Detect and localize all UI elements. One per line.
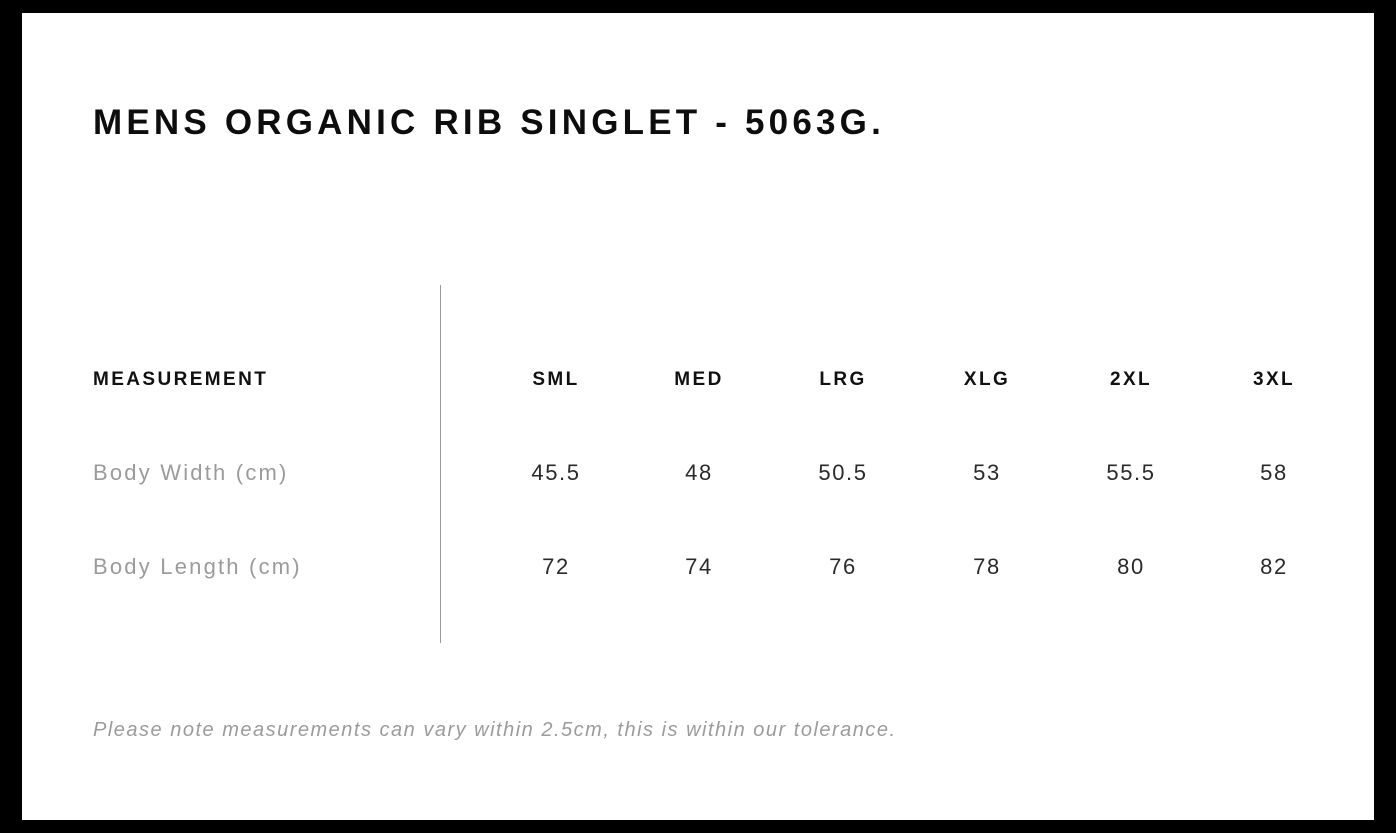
cell-body-width-lrg: 50.5 — [818, 460, 868, 485]
size-chart-page — [22, 13, 1374, 820]
cell-body-length-2xl: 80 — [1117, 554, 1145, 579]
column-header-measurement: MEASUREMENT — [93, 369, 269, 390]
cell-body-width-2xl: 55.5 — [1106, 460, 1156, 485]
cell-body-length-3xl: 82 — [1260, 554, 1288, 579]
column-header-sml: SML — [532, 369, 580, 390]
row-label-body-length: Body Length (cm) — [93, 554, 302, 579]
column-header-3xl: 3XL — [1252, 369, 1296, 390]
page-title: MENS ORGANIC RIB SINGLET - 5063G. — [93, 103, 886, 142]
column-header-med: MED — [674, 369, 724, 390]
size-chart-table — [22, 13, 1374, 820]
cell-body-length-lrg: 76 — [829, 554, 857, 579]
tolerance-note: Please note measurements can vary within 2.5cm, this is within our tolerance. — [93, 719, 897, 741]
cell-body-width-xlg: 53 — [973, 460, 1001, 485]
cell-body-length-med: 74 — [685, 554, 713, 579]
row-label-body-width: Body Width (cm) — [93, 460, 289, 485]
cell-body-length-sml: 72 — [542, 554, 570, 579]
column-header-2xl: 2XL — [1109, 369, 1153, 390]
column-header-xlg: XLG — [963, 369, 1011, 390]
cell-body-width-sml: 45.5 — [531, 460, 581, 485]
cell-body-length-xlg: 78 — [973, 554, 1001, 579]
column-header-lrg: LRG — [819, 369, 867, 390]
cell-body-width-3xl: 58 — [1260, 460, 1288, 485]
cell-body-width-med: 48 — [685, 460, 713, 485]
